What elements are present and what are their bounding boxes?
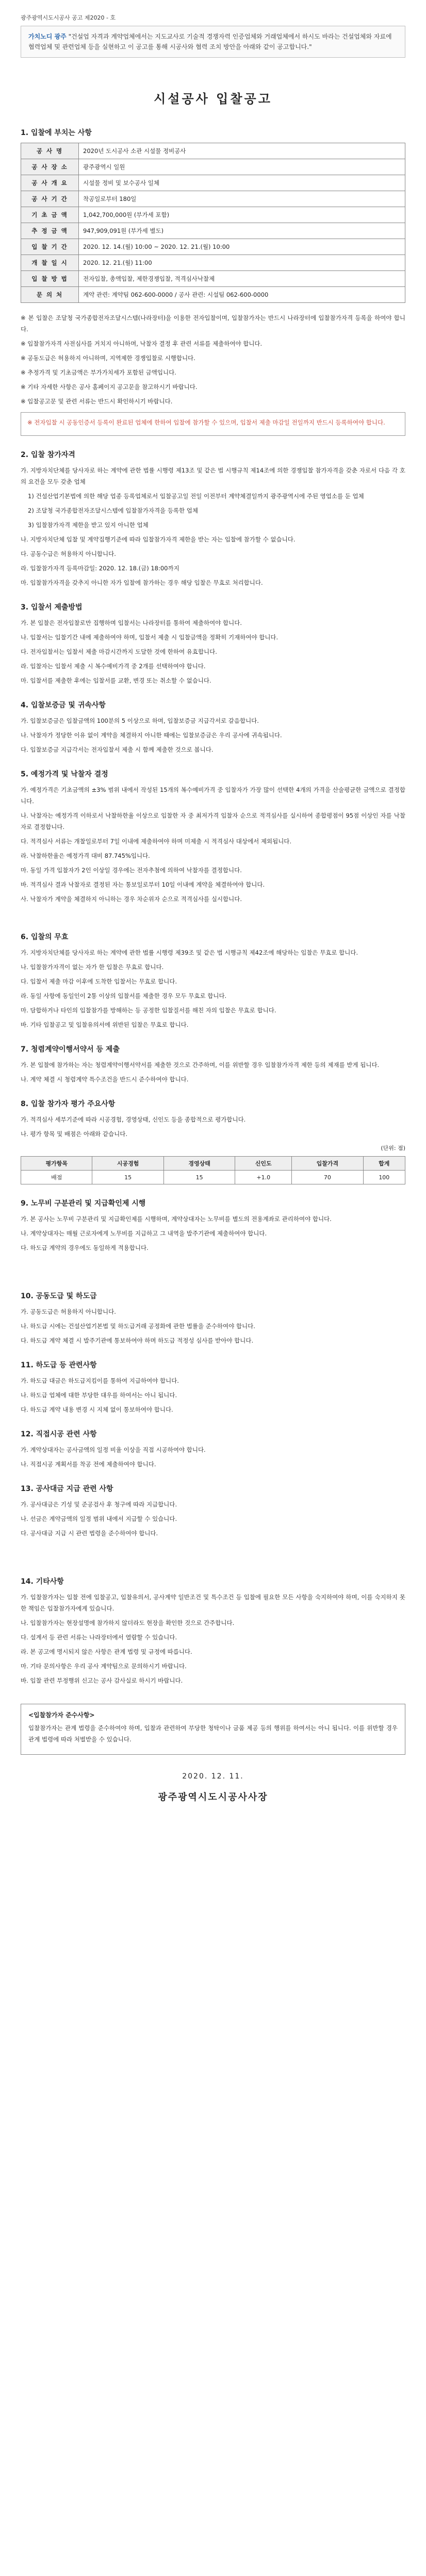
paragraph: 마. 담합하거나 타인의 입찰참가를 방해하는 등 공정한 입찰질서를 해친 자의 입찰은 무효로 합니다. xyxy=(21,1007,276,1014)
paragraph: 다. 하도급 계약의 경우에도 동일하게 적용합니다. xyxy=(21,1244,149,1251)
paragraph: 가. 공사대금은 기성 및 준공검사 후 청구에 따라 지급합니다. xyxy=(21,1501,177,1508)
section-title: 10. 공동도급 및 하도급 xyxy=(21,1292,97,1300)
page-title: 시설공사 입찰공고 xyxy=(154,92,272,106)
notice-box xyxy=(21,412,405,436)
paragraph: 나. 하도급 업체에 대한 부당한 대우를 하여서는 아니 됩니다. xyxy=(21,1392,177,1399)
paragraph: 가. 적격심사 세부기준에 따라 시공경험, 경영상태, 신인도 등을 종합적으로 평가합니다. xyxy=(21,1116,246,1123)
paragraph: 다. 공사대금 지급 시 관련 법령을 준수하여야 합니다. xyxy=(21,1530,158,1537)
row-value: 계약 관련: 계약팀 062-600-0000 / 공사 관련: 시설팀 062-600-0000 xyxy=(79,287,405,303)
paragraph: 나. 낙찰자가 정당한 이유 없이 계약을 체결하지 아니한 때에는 입찰보증금은 우리 공사에 귀속됩니다. xyxy=(21,732,282,739)
intro-text: "건설업 자격과 계약업체에서는 지도교사로 기술적 경쟁자력 인증업체와 거래업체에서 하시도 바라는 건설업체와 자료에 협력업체 및 관련업체 등을 실현하고 이 공고를 통해 시공사와 협력 조치 방안을 아래와 같이 공고합니다." xyxy=(28,33,392,50)
section-title: 4. 입찰보증금 및 귀속사항 xyxy=(21,701,106,709)
paragraph: 나. 지방자치단체 입찰 및 계약집행기준에 따라 입찰참가자격 제한을 받는 자는 입찰에 참가할 수 없습니다. xyxy=(21,536,296,543)
paragraph: 나. 계약 체결 시 청렴계약 특수조건을 반드시 준수하여야 합니다. xyxy=(21,1076,189,1083)
intro-box xyxy=(21,26,405,58)
section-title: 2. 입찰 참가자격 xyxy=(21,451,75,459)
section-title: 11. 하도급 등 관련사항 xyxy=(21,1361,97,1369)
section-title: 12. 직접시공 관련 사항 xyxy=(21,1430,97,1438)
column-header: 입찰가격 xyxy=(292,1157,363,1171)
paragraph: 다. 하도급 계약 내용 변경 시 지체 없이 통보하여야 합니다. xyxy=(21,1406,173,1413)
table-cell: 15 xyxy=(92,1171,163,1184)
paragraph: 가. 지방자치단체를 당사자로 하는 계약에 관한 법률 시행령 제39조 및 같은 법 시행규칙 제42조에 해당하는 입찰은 무효로 합니다. xyxy=(21,949,358,956)
row-value: 947,909,091원 (부가세 별도) xyxy=(79,223,405,239)
paragraph: ※ 입찰공고문 및 관련 서류는 반드시 확인하시기 바랍니다. xyxy=(21,398,173,405)
table-cell: 15 xyxy=(163,1171,235,1184)
row-value: 시설물 정비 및 보수공사 일체 xyxy=(79,175,405,191)
table-cell: +1.0 xyxy=(235,1171,292,1184)
closing-title: <입찰참가자 준수사항> xyxy=(28,1711,95,1719)
closing-text: 입찰참가자는 관계 법령을 준수하여야 하며, 입찰과 관련하여 부당한 청탁이나 금품 제공 등의 행위를 하여서는 아니 됩니다. 이를 위반할 경우 관계 법령에 따라 처벌받을 수 있습니다. xyxy=(28,1724,398,1743)
column-header: 시공경험 xyxy=(92,1157,163,1171)
row-label: 공 사 명 xyxy=(21,143,79,159)
row-value: 전자입찰, 총액입찰, 제한경쟁입찰, 적격심사낙찰제 xyxy=(79,271,405,287)
row-value: 2020. 12. 21.(월) 11:00 xyxy=(79,255,405,271)
row-label: 개 찰 일 시 xyxy=(21,255,79,271)
paragraph: 마. 기타 문의사항은 우리 공사 계약팀으로 문의하시기 바랍니다. xyxy=(21,1663,187,1670)
paragraph: 가. 본 입찰에 참가하는 자는 청렴계약이행서약서를 제출한 것으로 간주하며, 이를 위반할 경우 입찰참가자격 제한 등의 제재를 받게 됩니다. xyxy=(21,1061,380,1069)
paragraph: 라. 낙찰하한율은 예정가격 대비 87.745%입니다. xyxy=(21,852,150,859)
paragraph: ※ 공동도급은 허용하지 아니하며, 지역제한 경쟁입찰로 시행합니다. xyxy=(21,354,195,362)
table-row xyxy=(21,207,405,223)
section-title: 9. 노무비 구분관리 및 지급확인제 시행 xyxy=(21,1199,146,1208)
table-row xyxy=(21,255,405,271)
table-row xyxy=(21,271,405,287)
paragraph: 다. 하도급 계약 체결 시 발주기관에 통보하여야 하며 하도급 적정성 심사를 받아야 합니다. xyxy=(21,1337,254,1344)
row-value: 2020. 12. 14.(월) 10:00 ~ 2020. 12. 21.(월) 10:00 xyxy=(79,239,405,255)
section-title: 8. 입찰 참가자 평가 주요사항 xyxy=(21,1100,116,1108)
row-label: 입 찰 기 간 xyxy=(21,239,79,255)
closing-box xyxy=(21,1704,405,1755)
paragraph: 나. 낙찰자는 예정가격 이하로서 낙찰하한율 이상으로 입찰한 자 중 최저가격 입찰자 순으로 적격심사를 실시하여 종합평점이 95점 이상인 자를 낙찰자로 결정합니다. xyxy=(21,812,405,831)
paragraph: 2) 조달청 국가종합전자조달시스템에 입찰참가자격을 등록한 업체 xyxy=(28,507,199,514)
paragraph: 나. 계약상대자는 매월 근로자에게 노무비를 지급하고 그 내역을 발주기관에 제출하여야 합니다. xyxy=(21,1230,267,1237)
row-label: 추 정 금 액 xyxy=(21,223,79,239)
spacer xyxy=(21,1542,405,1563)
table-row xyxy=(21,175,405,191)
table-cell: 100 xyxy=(363,1171,405,1184)
column-header: 경영상태 xyxy=(163,1157,235,1171)
paragraph: 가. 공동도급은 허용하지 아니합니다. xyxy=(21,1308,116,1315)
paragraph: ※ 본 입찰은 조달청 국가종합전자조달시스템(나라장터)을 이용한 전자입찰이며, 입찰참가자는 반드시 나라장터에 입찰참가자격 등록을 하여야 합니다. xyxy=(21,314,405,333)
table-unit-caption: (단위: 점) xyxy=(381,1145,405,1151)
doc-number: 광주광역시도시공사 공고 제2020 - 호 xyxy=(21,14,116,21)
paragraph: 나. 입찰참가자는 현장설명에 참가하지 않더라도 현장을 확인한 것으로 간주합니다. xyxy=(21,1619,235,1626)
section-title: 6. 입찰의 무효 xyxy=(21,933,69,941)
table-cell: 배점 xyxy=(21,1171,92,1184)
row-label: 입 찰 방 법 xyxy=(21,271,79,287)
paragraph: 가. 입찰보증금은 입찰금액의 100분의 5 이상으로 하며, 입찰보증금 지급각서로 갈음합니다. xyxy=(21,717,259,724)
paragraph: 나. 선금은 계약금액의 일정 범위 내에서 지급할 수 있습니다. xyxy=(21,1515,177,1522)
paragraph: 가. 계약상대자는 공사금액의 일정 비율 이상을 직접 시공하여야 합니다. xyxy=(21,1446,206,1453)
row-label: 공 사 장 소 xyxy=(21,159,79,175)
info-table xyxy=(21,143,405,303)
table-row xyxy=(21,143,405,159)
section-title: 14. 기타사항 xyxy=(21,1578,64,1586)
table-header-row xyxy=(21,1157,405,1171)
column-header: 평가항목 xyxy=(21,1157,92,1171)
column-header: 신인도 xyxy=(235,1157,292,1171)
section-title: 1. 입찰에 부치는 사항 xyxy=(21,129,92,137)
paragraph: 가. 본 입찰은 전자입찰로만 집행하며 입찰서는 나라장터를 통하여 제출하여야 합니다. xyxy=(21,619,242,626)
paragraph: 가. 하도급 대금은 하도급지킴이를 통하여 지급하여야 합니다. xyxy=(21,1377,179,1384)
table-row xyxy=(21,223,405,239)
row-value: 착공일로부터 180일 xyxy=(79,191,405,207)
paragraph: ※ 기타 자세한 사항은 공사 홈페이지 공고문을 참고하시기 바랍니다. xyxy=(21,383,198,391)
paragraph: 라. 본 공고에 명시되지 않은 사항은 관계 법령 및 규정에 따릅니다. xyxy=(21,1648,192,1655)
evaluation-table xyxy=(21,1156,405,1184)
paragraph: 사. 낙찰자가 계약을 체결하지 아니하는 경우 차순위자 순으로 적격심사를 실시합니다. xyxy=(21,895,242,903)
paragraph: 마. 입찰서를 제출한 후에는 입찰서를 교환, 변경 또는 취소할 수 없습니다. xyxy=(21,677,211,684)
spacer xyxy=(21,908,405,918)
paragraph: 나. 하도급 시에는 건설산업기본법 및 하도급거래 공정화에 관한 법률을 준수하여야 합니다. xyxy=(21,1323,255,1330)
paragraph: 라. 입찰자는 입찰서 제출 시 복수예비가격 중 2개를 선택하여야 합니다. xyxy=(21,663,206,670)
paragraph: ※ 추정가격 및 기초금액은 부가가치세가 포함된 금액입니다. xyxy=(21,369,176,376)
paragraph: 바. 적격심사 결과 낙찰자로 결정된 자는 통보일로부터 10일 이내에 계약을 체결하여야 합니다. xyxy=(21,881,265,888)
issue-date: 2020. 12. 11. xyxy=(182,1772,244,1781)
paragraph: 다. 입찰서 제출 마감 이후에 도착한 입찰서는 무효로 합니다. xyxy=(21,978,177,985)
table-row xyxy=(21,287,405,303)
section-title: 13. 공사대금 지급 관련 사항 xyxy=(21,1485,113,1493)
row-value: 광주광역시 일원 xyxy=(79,159,405,175)
paragraph: 다. 적격심사 서류는 개찰일로부터 7일 이내에 제출하여야 하며 미제출 시 적격심사 대상에서 제외됩니다. xyxy=(21,838,292,845)
paragraph: 나. 입찰서는 입찰기간 내에 제출하여야 하며, 입찰서 제출 시 입찰금액을 정확히 기재하여야 합니다. xyxy=(21,634,278,641)
table-row xyxy=(21,239,405,255)
paragraph: 라. 동일 사항에 동일인이 2통 이상의 입찰서를 제출한 경우 모두 무효로 합니다. xyxy=(21,992,227,999)
table-row xyxy=(21,1171,405,1184)
row-label: 공 사 기 간 xyxy=(21,191,79,207)
red-notice: ※ 전자입찰 시 공동인증서 등록이 완료된 업체에 한하여 입찰에 참가할 수 있으며, 입찰서 제출 마감일 전일까지 반드시 등록하여야 합니다. xyxy=(27,419,385,426)
table-row xyxy=(21,159,405,175)
paragraph: 바. 기타 입찰공고 및 입찰유의서에 위반된 입찰은 무효로 합니다. xyxy=(21,1021,189,1028)
paragraph: 가. 예정가격은 기초금액의 ±3% 범위 내에서 작성된 15개의 복수예비가격 중 입찰자가 가장 많이 선택한 4개의 가격을 산술평균한 금액으로 결정합니다. xyxy=(21,786,405,805)
paragraph: 다. 입찰보증금 지급각서는 전자입찰서 제출 시 함께 제출한 것으로 봅니다. xyxy=(21,746,214,753)
paragraph: 라. 입찰참가자격 등록마감일: 2020. 12. 18.(금) 18:00까지 xyxy=(21,565,179,572)
paragraph: 마. 입찰참가자격을 갖추지 아니한 자가 입찰에 참가하는 경우 해당 입찰은 무효로 처리합니다. xyxy=(21,579,263,586)
row-value: 1,042,700,000원 (부가세 포함) xyxy=(79,207,405,223)
table-row xyxy=(21,191,405,207)
row-label: 공 사 개 요 xyxy=(21,175,79,191)
row-label: 문 의 처 xyxy=(21,287,79,303)
row-label: 기 초 금 액 xyxy=(21,207,79,223)
paragraph: 나. 직접시공 계획서를 착공 전에 제출하여야 합니다. xyxy=(21,1461,156,1468)
paragraph: 가. 본 공사는 노무비 구분관리 및 지급확인제를 시행하며, 계약상대자는 노무비를 별도의 전용계좌로 관리하여야 합니다. xyxy=(21,1215,332,1223)
paragraph: 3) 입찰참가자격 제한을 받고 있지 아니한 업체 xyxy=(28,521,149,529)
paragraph: 다. 공동수급은 허용하지 아니합니다. xyxy=(21,550,116,557)
spacer xyxy=(21,1257,405,1277)
paragraph: 마. 동일 가격 입찰자가 2인 이상일 경우에는 전자추첨에 의하여 낙찰자를 결정합니다. xyxy=(21,867,242,874)
section-title: 5. 예정가격 및 낙찰자 결정 xyxy=(21,770,108,778)
paragraph: 가. 지방자치단체를 당사자로 하는 계약에 관한 법률 시행령 제13조 및 같은 법 시행규칙 제14조에 의한 경쟁입찰 참가자격을 갖춘 자로서 다음 각 호의 요건을 모두 갖춘 업체 xyxy=(21,467,405,485)
slogan-logo: 가치노디 광주 xyxy=(28,33,67,40)
paragraph: 다. 전자입찰서는 입찰서 제출 마감시간까지 도달한 것에 한하여 유효합니다. xyxy=(21,648,217,655)
paragraph: 나. 입찰참가자격이 없는 자가 한 입찰은 무효로 합니다. xyxy=(21,963,164,971)
paragraph: 바. 입찰 관련 부정행위 신고는 공사 감사실로 하시기 바랍니다. xyxy=(21,1677,183,1684)
issuer-signature: 광주광역시도시공사사장 xyxy=(158,1792,268,1803)
column-header: 합계 xyxy=(363,1157,405,1171)
paragraph: 1) 건설산업기본법에 의한 해당 업종 등록업체로서 입찰공고일 전일 이전부터 계약체결일까지 광주광역시에 주된 영업소를 둔 업체 xyxy=(28,493,364,500)
paragraph: 가. 입찰참가자는 입찰 전에 입찰공고, 입찰유의서, 공사계약 일반조건 및 특수조건 등 입찰에 필요한 모든 사항을 숙지하여야 하며, 이를 숙지하지 못한 책임은 입찰참가자에게 있습니다. xyxy=(21,1594,405,1612)
section-title: 3. 입찰서 제출방법 xyxy=(21,603,83,612)
section-title: 7. 청렴계약이행서약서 등 제출 xyxy=(21,1045,120,1054)
row-value: 2020년 도시공사 소관 시설물 정비공사 xyxy=(79,143,405,159)
table-cell: 70 xyxy=(292,1171,363,1184)
paragraph: 다. 설계서 등 관련 서류는 나라장터에서 열람할 수 있습니다. xyxy=(21,1634,177,1641)
paragraph: 나. 평가 항목 및 배점은 아래와 같습니다. xyxy=(21,1130,127,1138)
paragraph: ※ 입찰참가자격 사전심사를 거치지 아니하며, 낙찰자 결정 후 관련 서류를 제출하여야 합니다. xyxy=(21,340,263,347)
